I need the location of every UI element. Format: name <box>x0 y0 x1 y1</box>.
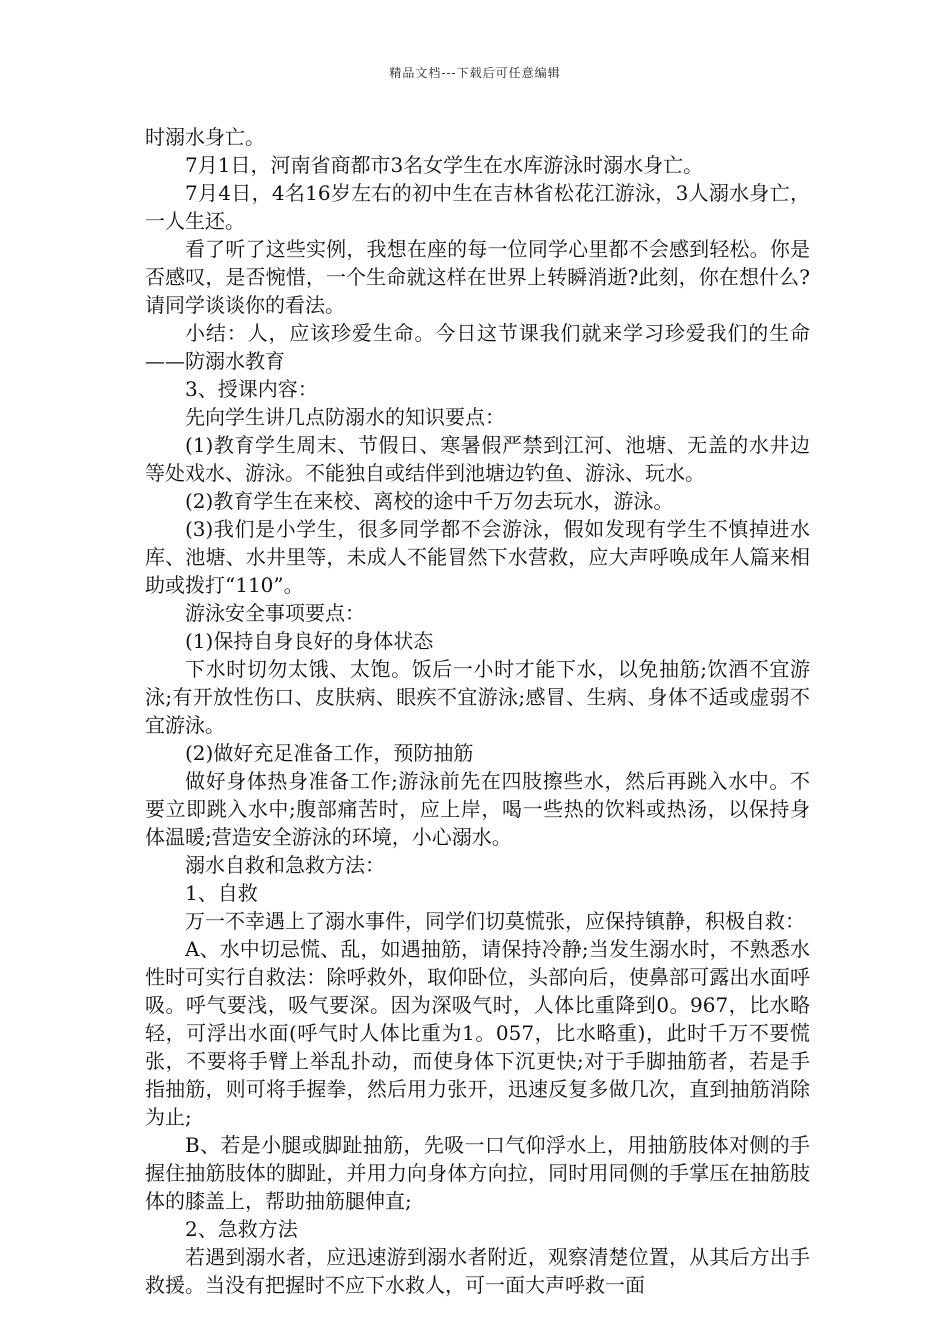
paragraph: (2)做好充足准备工作，预防抽筋 <box>185 741 474 765</box>
paragraph: 若遇到溺水者，应迅速游到溺水者附近，观察清楚位置，从其后方出手救援。当没有把握时不应下水救人，可一面大声呼救一面 <box>145 1245 810 1297</box>
paragraph: 时溺水身亡。 <box>145 125 265 149</box>
paragraph: 先向学生讲几点防溺水的知识要点： <box>185 405 505 429</box>
paragraph: 1、自救 <box>185 881 258 905</box>
paragraph: 看了听了这些实例，我想在座的每一位同学心里都不会感到轻松。你是否感叹，是否惋惜，一个生命就这样在世界上转瞬消逝?此刻，你在想什么?请同学谈谈你的看法。 <box>145 237 810 317</box>
paragraph: 万一不幸遇上了溺水事件，同学们切莫慌张，应保持镇静，积极自救： <box>185 909 805 933</box>
paragraph: A、水中切忌慌、乱，如遇抽筋，请保持冷静;当发生溺水时，不熟悉水性时可实行自救法：除呼救外，取仰卧位，头部向后，使鼻部可露出水面呼吸。呼气要浅，吸气要深。因为深吸气时，人体比重降到0。967，比水略轻，可浮出水面(呼气时人体比重为1。057，比水略重)，此时千万不要慌张，不要将手臂上举乱扑动，而使身体下沉更快;对于手脚抽筋者，若是手指抽筋，则可将手握拳，然后用力张开，迅速反复多做几次，直到抽筋消除为止; <box>145 937 810 1129</box>
paragraph: B、若是小腿或脚趾抽筋，先吸一口气仰浮水上，用抽筋肢体对侧的手握住抽筋肢体的脚趾，并用力向身体方向拉，同时用同侧的手掌压在抽筋肢体的膝盖上，帮助抽筋腿伸直; <box>145 1133 810 1213</box>
paragraph: (1)教育学生周末、节假日、寒暑假严禁到江河、池塘、无盖的水井边等处戏水、游泳。不能独自或结伴到池塘边钓鱼、游泳、玩水。 <box>145 433 810 485</box>
paragraph: 游泳安全事项要点： <box>185 601 365 625</box>
paragraph: 做好身体热身准备工作;游泳前先在四肢擦些水，然后再跳入水中。不要立即跳入水中;腹部痛苦时，应上岸，喝一些热的饮料或热汤，以保持身体温暖;营造安全游泳的环境，小心溺水。 <box>145 769 810 849</box>
paragraph: 小结：人，应该珍爱生命。今日这节课我们就来学习珍爱我们的生命——防溺水教育 <box>145 321 810 373</box>
paragraph: 7月1日，河南省商都市3名女学生在水库游泳时溺水身亡。 <box>185 153 704 177</box>
document-body <box>145 123 810 1299</box>
paragraph: 7月4日，4名16岁左右的初中生在吉林省松花江游泳，3人溺水身亡，一人生还。 <box>145 181 810 233</box>
paragraph: 2、急救方法 <box>185 1217 298 1241</box>
paragraph: (2)教育学生在来校、离校的途中千万勿去玩水，游泳。 <box>185 489 674 513</box>
paragraph: (1)保持自身良好的身体状态 <box>185 629 434 653</box>
paragraph: 下水时切勿太饿、太饱。饭后一小时才能下水，以免抽筋;饮酒不宜游泳;有开放性伤口、皮肤病、眼疾不宜游泳;感冒、生病、身体不适或虚弱不宜游泳。 <box>145 657 810 737</box>
page-header: 精品文档---下载后可任意编辑 <box>389 66 561 80</box>
paragraph: 溺水自救和急救方法： <box>185 853 385 877</box>
paragraph: 3、授课内容： <box>185 377 318 401</box>
paragraph: (3)我们是小学生，很多同学都不会游泳，假如发现有学生不慎掉进水库、池塘、水井里等，未成人不能冒然下水营救，应大声呼唤成年人篇来相助或拨打“110”。 <box>145 517 810 597</box>
